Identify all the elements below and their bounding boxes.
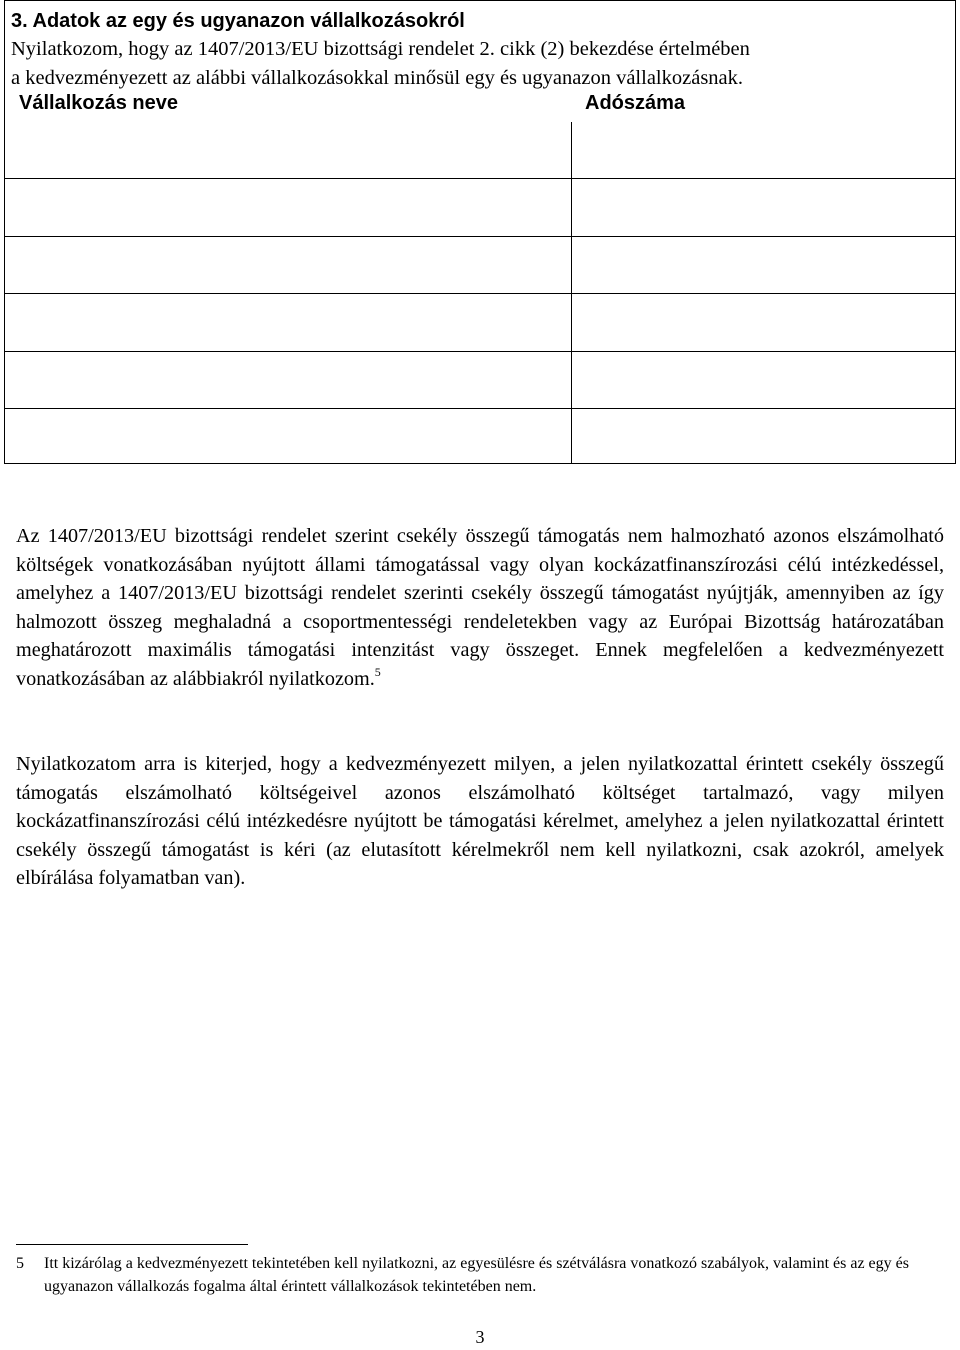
row-divider [5,351,955,352]
enterprises-table [5,122,955,463]
intro-line-1: Nyilatkozom, hogy az 1407/2013/EU bizottsági rendelet 2. cikk (2) bekezdése értelmében [11,38,750,60]
section-title: 3. Adatok az egy és ugyanazon vállalkozásokról [11,10,465,32]
row-divider [5,293,955,294]
row-divider [5,178,955,179]
row-divider [5,236,955,237]
column-header-tax-number: Adószáma [585,92,686,114]
page-number: 3 [475,1327,485,1347]
footnote-separator [16,1244,248,1245]
table-header-row [5,91,955,123]
column-header-company-name: Vállalkozás neve [19,92,178,114]
row-divider [5,408,955,409]
intro-line-2: a kedvezményezett az alábbi vállalkozásokkal minősül egy és ugyanazon vállalkozásnak. [11,67,744,89]
paragraph-cumulation [16,522,944,693]
paragraph-declaration-scope: Nyilatkozatom arra is kiterjed, hogy a kedvezményezett milyen, a jelen nyilatkozattal érintett csekély összegű támogatás elszámolható költségeivel azonos elszámolható költséget tartalmazó, vagy milyen kockázatfinanszírozási célú intézkedésre nyújtott be támogatási kérelmet, amelyhez a jelen nyilatkozattal érintett csekély összegű támogatást is kéri (az elutasított kérelmekről nem kell nyilatkozni, csak azokról, amelyek elbírálása folyamatban van). [16,753,944,889]
footnote-reference: 5 [374,664,381,679]
footnote-text: Itt kizárólag a kedvezményezett tekintetében kell nyilatkozni, az egyesülésre és szétválásra vonatkozó szabályok, valamint és az egy és ugyanazon vállalkozás fogalma által érintett vállalkozások tekintetében nem. [44,1255,909,1295]
footnote-number: 5 [16,1255,24,1272]
enterprises-box [4,0,956,464]
paragraph-cumulation-text: Az 1407/2013/EU bizottsági rendelet szerint csekély összegű támogatás nem halmozható azonos elszámolható költségek vonatkozásában nyújtott állami támogatással vagy olyan kockázatfinanszírozási célú intézkedéssel, amelyhez a 1407/2013/EU bizottsági rendelet szerinti csekély összegű támogatást nyújtják, amennyiben az így halmozott összeg meghaladná a csoportmentességi rendeletekben vagy az Európai Bizottság határozatában meghatározott maximális támogatási intenzitást vagy összeget. Ennek megfelelően a kedvezményezett vonatkozásában az alábbiakról nyilatkozom. [16,525,944,690]
